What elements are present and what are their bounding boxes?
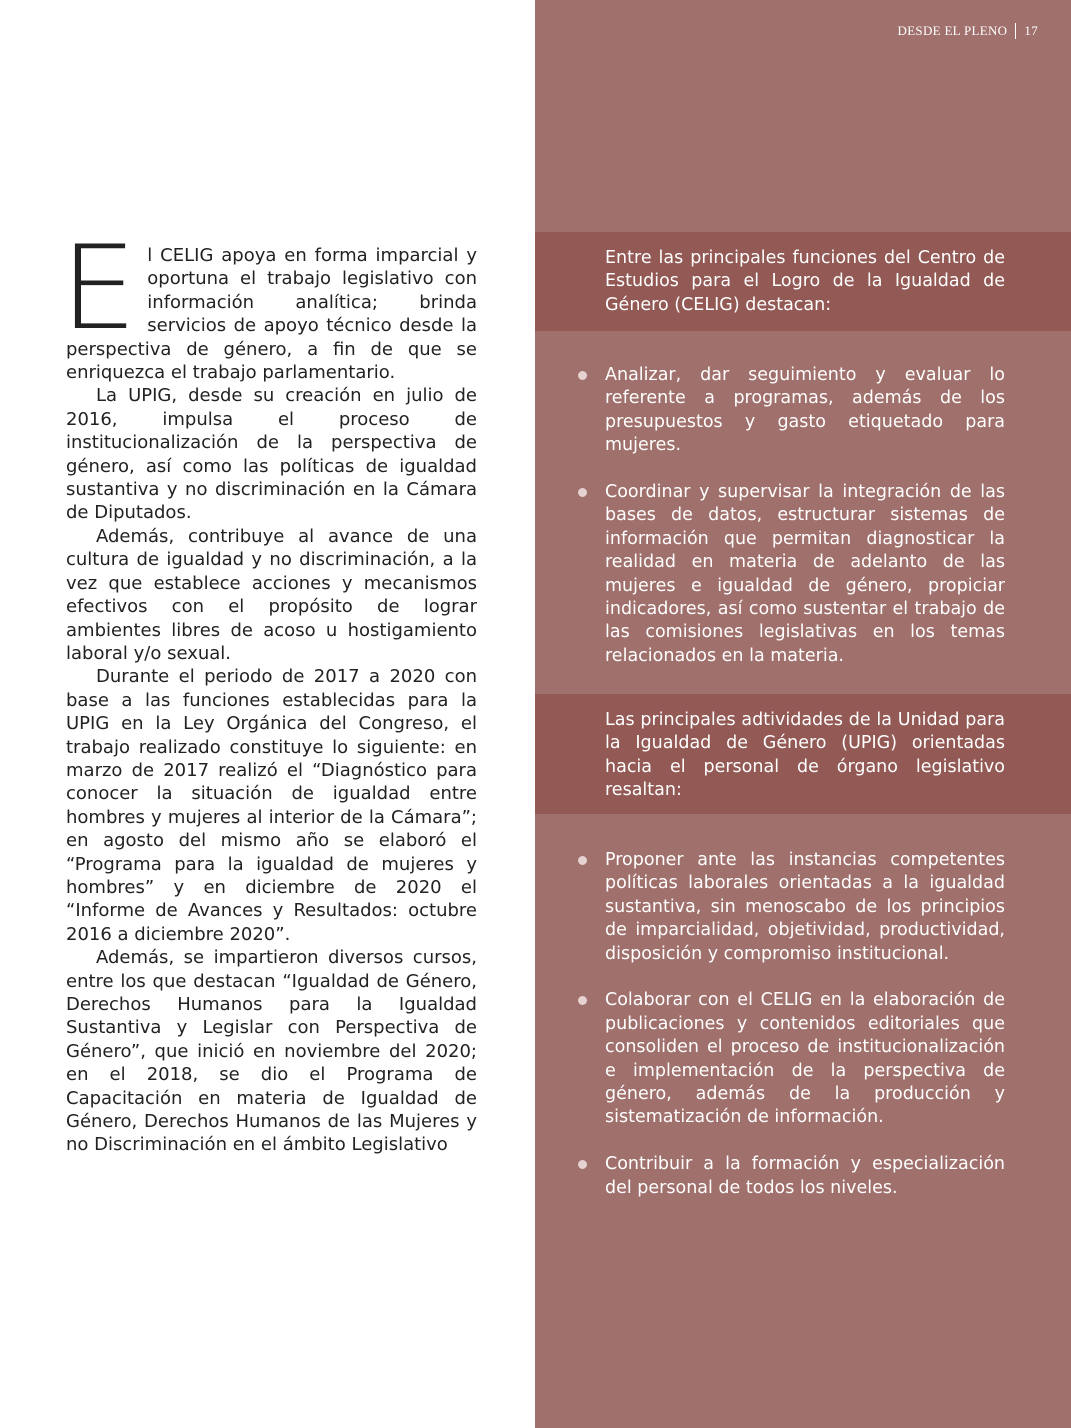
- bullet-icon: [578, 1160, 587, 1169]
- bullet-icon: [578, 488, 587, 497]
- article-paragraph: Además, contribuye al avance de una cultura de igualdad y no discriminación, a la vez que establece acciones y mecanismos efectivos con el propósito de lograr ambientes libres de acoso u hostigamiento laboral y/o sexual.: [66, 525, 477, 664]
- header-divider: [1015, 23, 1016, 39]
- article-paragraph: Además, se impartieron diversos cursos, entre los que destacan “Igualdad de Género, Derechos Humanos para la Igualdad Sustantiva y Legislar con Perspectiva de Género”, que inició en noviembre del 2020; en el 2018, se dio el Programa de Capacitación en materia de Igualdad de Género, Derechos Humanos de las Mujeres y no Discriminación en el ámbito Legislativo: [66, 947, 477, 1156]
- article-paragraph: Durante el periodo de 2017 a 2020 con base a las funciones establecidas para la UPIG en la Ley Orgánica del Congreso, el trabajo realizado constituye lo siguiente: en marzo de 2017 realizó el “Diagnóstico para conocer la situación de igualdad entre hombres y mujeres al interior de la Cámara”; en agosto del mismo año se elaboró el “Programa para la igualdad de mujeres y hombres” y en diciembre de 2020 el “Informe de Avances y Resultados: octubre 2016 a diciembre 2020”.: [66, 666, 477, 945]
- bullet-icon: [578, 856, 587, 865]
- list-item: [576, 1153, 1005, 1200]
- list-item-text: Coordinar y supervisar la integración de las bases de datos, estructurar sistemas de información que permitan diagnosticar la realidad en materia de adelanto de las mujeres e igualdad de género, propiciar indicadores, así como sustentar el trabajo de las comisiones legislativas en los temas relacionados en la materia.: [605, 482, 1005, 666]
- article-paragraph-text: l CELIG apoya en forma imparcial y oportuna el trabajo legislativo con información analítica; brinda servicios de apoyo técnico desde la perspectiva de género, a fin de que se enriquezca el trabajo parlamentario.: [66, 245, 477, 384]
- list-item-text: Analizar, dar seguimiento y evaluar lo referente a programas, además de los presupuestos y gasto etiquetado para mujeres.: [605, 365, 1005, 456]
- list-item: [576, 364, 1005, 458]
- celig-intro-text: Entre las principales funciones del Centro de Estudios para el Logro de la Igualdad de Género (CELIG) destacan:: [605, 248, 1005, 315]
- main-article-column: [60, 221, 477, 1157]
- drop-cap: E: [60, 221, 138, 356]
- list-item: [576, 849, 1005, 966]
- article-paragraph: La UPIG, desde su creación en julio de 2016, impulsa el proceso de institucionalización de la perspectiva de género, así como las políticas de igualdad sustantiva y no discriminación en la Cámara de Diputados.: [66, 385, 477, 524]
- celig-functions-list: [576, 364, 1005, 668]
- section-title: DESDE EL PLENO: [897, 23, 1008, 38]
- upig-intro: [605, 709, 1005, 803]
- bullet-icon: [578, 371, 587, 380]
- article-paragraph: [60, 221, 477, 384]
- upig-intro-text: Las principales adtividades de la Unidad para la Igualdad de Género (UPIG) orientadas hacia el personal de órgano legislativo resaltan:: [605, 710, 1005, 801]
- list-item: [576, 481, 1005, 668]
- celig-intro: [605, 247, 1005, 317]
- running-head: [898, 23, 1039, 39]
- list-item: [576, 989, 1005, 1129]
- upig-activities-list: [576, 849, 1005, 1200]
- list-item-text: Colaborar con el CELIG en la elaboración de publicaciones y contenidos editoriales que consoliden el proceso de institucionalización e implementación de la perspectiva de género, además de la producción y sistematización de información.: [605, 990, 1005, 1128]
- page-number: 17: [1024, 23, 1038, 38]
- list-item-text: Contribuir a la formación y especialización del personal de todos los niveles.: [605, 1154, 1005, 1198]
- bullet-icon: [578, 996, 587, 1005]
- list-item-text: Proponer ante las instancias competentes políticas laborales orientadas a la igualdad sustantiva, sin menoscabo de los principios de imparcialidad, objetividad, productividad, disposición y compromiso institucional.: [605, 850, 1005, 964]
